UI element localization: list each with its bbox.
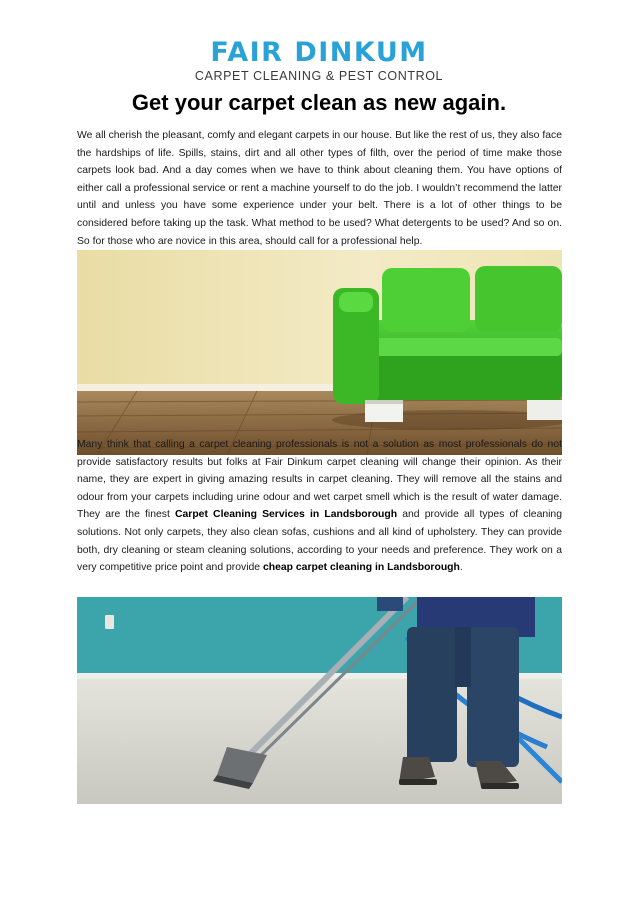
cheap-cleaning-emphasis: cheap carpet cleaning in Landsborough — [262, 562, 460, 574]
vacuum-cleaning-photo — [77, 597, 562, 804]
logo-brand: FAIR DINKUM — [210, 37, 428, 68]
page-title: Get your carpet clean as new again. — [131, 90, 507, 115]
logo-tagline: CARPET CLEANING & PEST CONTROL — [194, 69, 444, 83]
landsborough-services-emphasis: Carpet Cleaning Services in Landsborough — [175, 509, 398, 521]
sofa-photo — [77, 250, 562, 455]
intro-paragraph: We all cherish the pleasant, comfy and elegant carpets in our house. But like the rest of us, they also face the hardships of life. Spills, stains, dirt and all other types of filth, over the period of time make those carpets look bad. And a day comes when we have to think about cleaning them. You have options of either call a professional service or rent a machine yourself to do the job. I wouldn’t recommend the latter until and unless you have some experience under your belt. There is a lot of other things to be considered before taking up the task. What method to be used? What detergents to be used? And so on. So for those who are novice in this area, should call for a professional help. — [77, 130, 562, 247]
logo — [0, 38, 638, 83]
services-paragraph: Many think that calling a carpet cleaning professionals is not a solution as most professionals do not provide satisfactory results but folks at Fair Dinkum carpet cleaning will change their opinion. As their name, they are expert in giving amazing results in carpet cleaning. They will remove all the stains and odour from your carpets including urine odour and wet carpet smell which is the result of water damage. They are the finest Carpet Cleaning Services in Landsborough and provide all types of cleaning solutions. Not only carpets, they also clean sofas, cushions and all kind of upholstery. They can provide both, dry cleaning or steam cleaning solutions, according to your needs and preference. They work on a very competitive price point and provide cheap carpet cleaning in Landsborough. — [77, 439, 562, 574]
